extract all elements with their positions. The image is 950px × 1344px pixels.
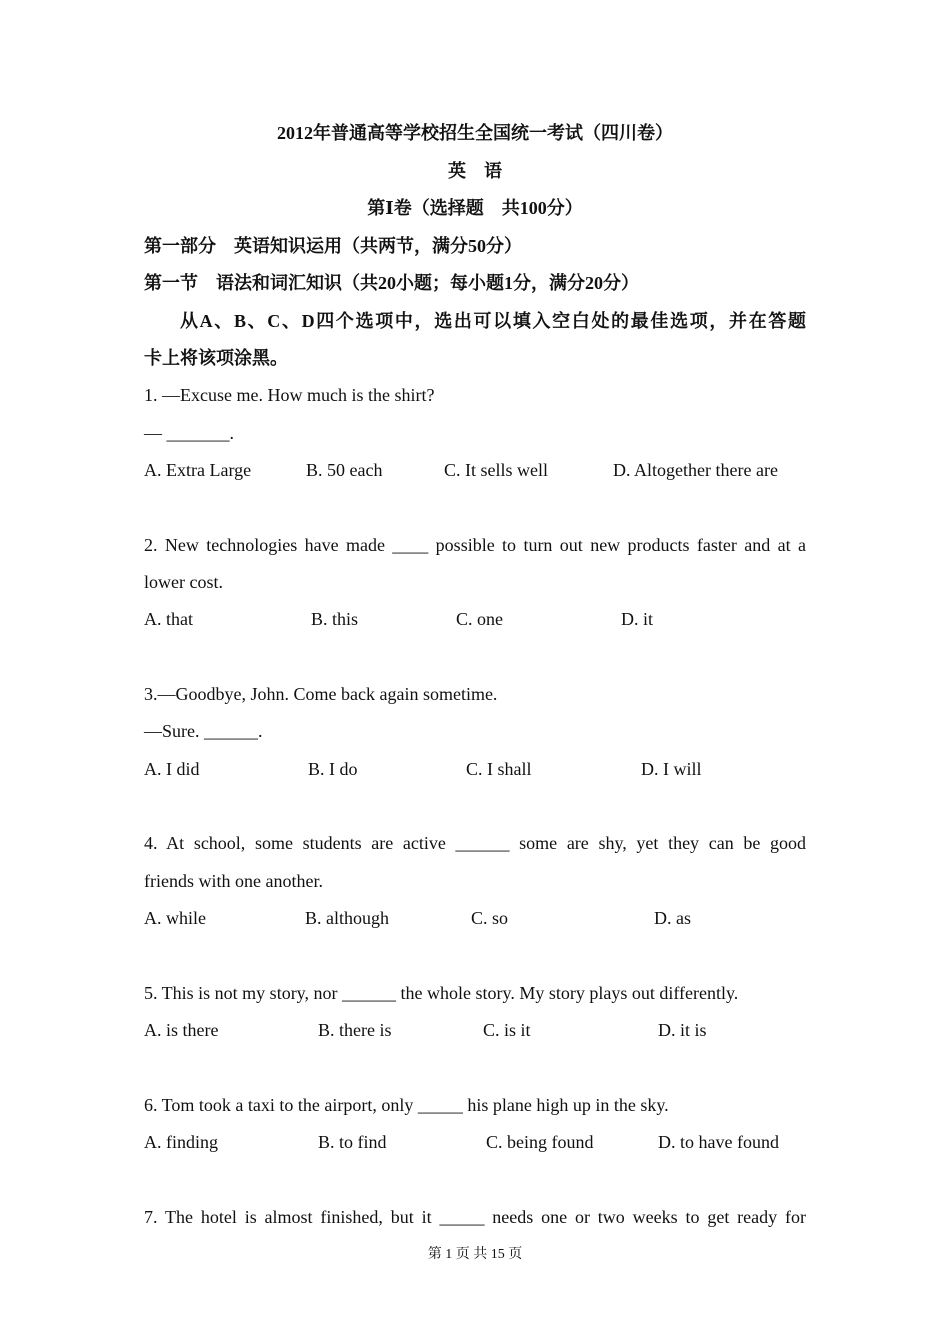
question-4-stem: 4. At school, some students are active ______ some are shy, yet they can be good — [144, 833, 806, 853]
question-3-option-b: B. I do — [308, 759, 358, 779]
question-1-option-d: D. Altogether there are — [613, 460, 778, 480]
instruction-line-2: 卡上将该项涂黑。 — [144, 348, 288, 368]
question-3-option-c: C. I shall — [466, 759, 532, 779]
subject-title: 英 语 — [448, 161, 502, 181]
question-4-stem-cont: friends with one another. — [144, 871, 323, 891]
question-6-option-d: D. to have found — [658, 1132, 779, 1152]
question-1-option-b: B. 50 each — [306, 460, 383, 480]
question-6-stem: 6. Tom took a taxi to the airport, only _____ his plane high up in the sky. — [144, 1095, 669, 1115]
question-3-stem: 3.—Goodbye, John. Come back again sometime. — [144, 684, 498, 704]
question-5-option-d: D. it is — [658, 1020, 707, 1040]
question-2-stem: 2. New technologies have made ____ possible to turn out new products faster and at a — [144, 535, 806, 555]
exam-title: 2012年普通高等学校招生全国统一考试（四川卷） — [277, 123, 673, 143]
question-5-option-b: B. there is — [318, 1020, 392, 1040]
question-5-option-c: C. is it — [483, 1020, 531, 1040]
question-3-response: —Sure. ______. — [144, 721, 263, 741]
question-6-option-c: C. being found — [486, 1132, 594, 1152]
question-3-option-d: D. I will — [641, 759, 702, 779]
question-1-option-c: C. It sells well — [444, 460, 548, 480]
question-5-stem: 5. This is not my story, nor ______ the whole story. My story plays out differently. — [144, 983, 739, 1003]
question-2-stem-cont: lower cost. — [144, 572, 223, 592]
question-4-option-a: A. while — [144, 908, 206, 928]
question-7-stem: 7. The hotel is almost finished, but it _____ needs one or two weeks to get ready for — [144, 1207, 806, 1227]
page-footer: 第 1 页 共 15 页 — [427, 1247, 523, 1262]
question-4-option-c: C. so — [471, 908, 509, 928]
part-heading: 第一部分 英语知识运用（共两节，满分50分） — [144, 236, 522, 256]
question-4-option-d: D. as — [654, 908, 691, 928]
question-1-response: — _______. — [144, 423, 234, 443]
volume-title: 第Ⅰ卷（选择题 共100分） — [367, 198, 583, 218]
section-heading: 第一节 语法和词汇知识（共20小题；每小题1分，满分20分） — [144, 273, 639, 293]
question-2-option-d: D. it — [621, 609, 654, 629]
question-2-option-a: A. that — [144, 609, 193, 629]
question-6-option-b: B. to find — [318, 1132, 387, 1152]
question-3-option-a: A. I did — [144, 759, 200, 779]
question-2-option-c: C. one — [456, 609, 503, 629]
question-5-option-a: A. is there — [144, 1020, 219, 1040]
question-6-option-a: A. finding — [144, 1132, 218, 1152]
question-1-stem: 1. —Excuse me. How much is the shirt? — [144, 385, 435, 405]
instruction-line-1: 从A、B、C、D四个选项中，选出可以填入空白处的最佳选项，并在答题 — [180, 311, 806, 331]
question-4-option-b: B. although — [305, 908, 389, 928]
question-1-option-a: A. Extra Large — [144, 460, 252, 480]
question-2-option-b: B. this — [311, 609, 359, 629]
